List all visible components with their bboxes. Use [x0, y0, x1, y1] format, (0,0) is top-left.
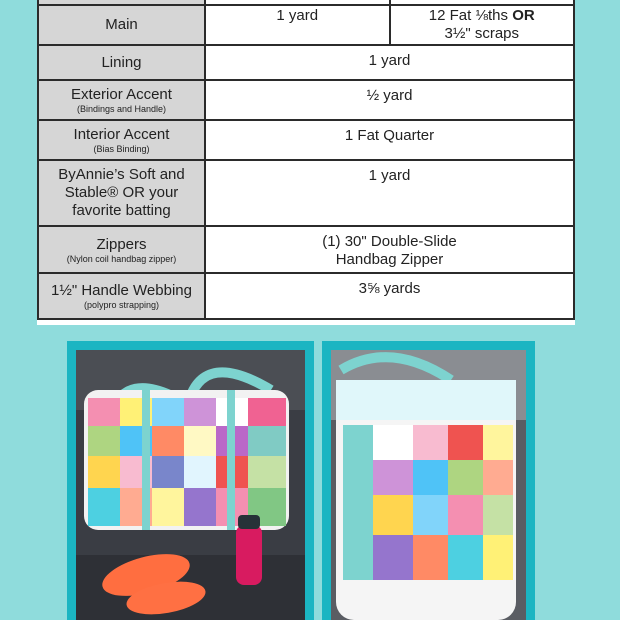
table-row: [38, 273, 574, 319]
row-value: [205, 226, 574, 273]
row-value: [205, 273, 574, 319]
value-text: ½ yard: [366, 87, 413, 104]
label-subtitle: (Nylon coil handbag zipper): [66, 253, 177, 264]
duffel-bag-side-view-photo: [331, 350, 526, 620]
value-text: 1 yard: [368, 167, 411, 184]
photo-illustration-left: [76, 350, 305, 620]
or-text: OR: [512, 7, 535, 24]
table-row: [38, 5, 574, 45]
value-text: (1) 30" Double-Slide Handbag Zipper: [322, 233, 457, 268]
label-text: Lining: [101, 53, 142, 71]
row-value: [205, 5, 390, 45]
label-text: Zippers: [96, 235, 147, 253]
value-text: 1 yard: [368, 52, 411, 69]
row-label: [38, 80, 205, 120]
table-row: [38, 80, 574, 120]
table-row: [38, 160, 574, 226]
row-label: [38, 5, 205, 45]
label-text: ByAnnie’s Soft and Stable® OR your favorite batting: [58, 166, 185, 219]
value-text: 1 yard: [276, 7, 319, 24]
row-value: [205, 120, 574, 160]
label-text: 1½" Handle Webbing: [51, 282, 192, 299]
row-value: [205, 45, 574, 80]
label-text: Interior Accent: [73, 126, 170, 143]
value-text: 12 Fat ⅛ths OR 3½" scraps: [428, 7, 535, 42]
duffel-bag-with-sneakers-photo: [76, 350, 305, 620]
value-text: 1 Fat Quarter: [344, 127, 435, 144]
label-subtitle: (Bias Binding): [93, 144, 150, 154]
table-row: [38, 45, 574, 80]
photo-frame-left: [67, 341, 314, 620]
table-row: [38, 120, 574, 160]
row-label: [38, 273, 205, 319]
value-text: 3⅝ yards: [358, 280, 421, 297]
photo-frame-right: [322, 341, 535, 620]
row-value: [390, 5, 575, 45]
label-text: Main: [105, 16, 138, 33]
materials-table: [37, 0, 575, 320]
row-label: [38, 45, 205, 80]
row-value: [205, 160, 574, 226]
label-subtitle: (polypro strapping): [83, 300, 160, 310]
label-text: Exterior Accent: [71, 86, 172, 103]
row-label: [38, 160, 205, 226]
photo-illustration-right: [331, 350, 526, 620]
table-row: [38, 226, 574, 273]
row-label: [38, 120, 205, 160]
label-subtitle: (Bindings and Handle): [76, 104, 167, 114]
row-value: [205, 80, 574, 120]
row-label: [38, 226, 205, 273]
